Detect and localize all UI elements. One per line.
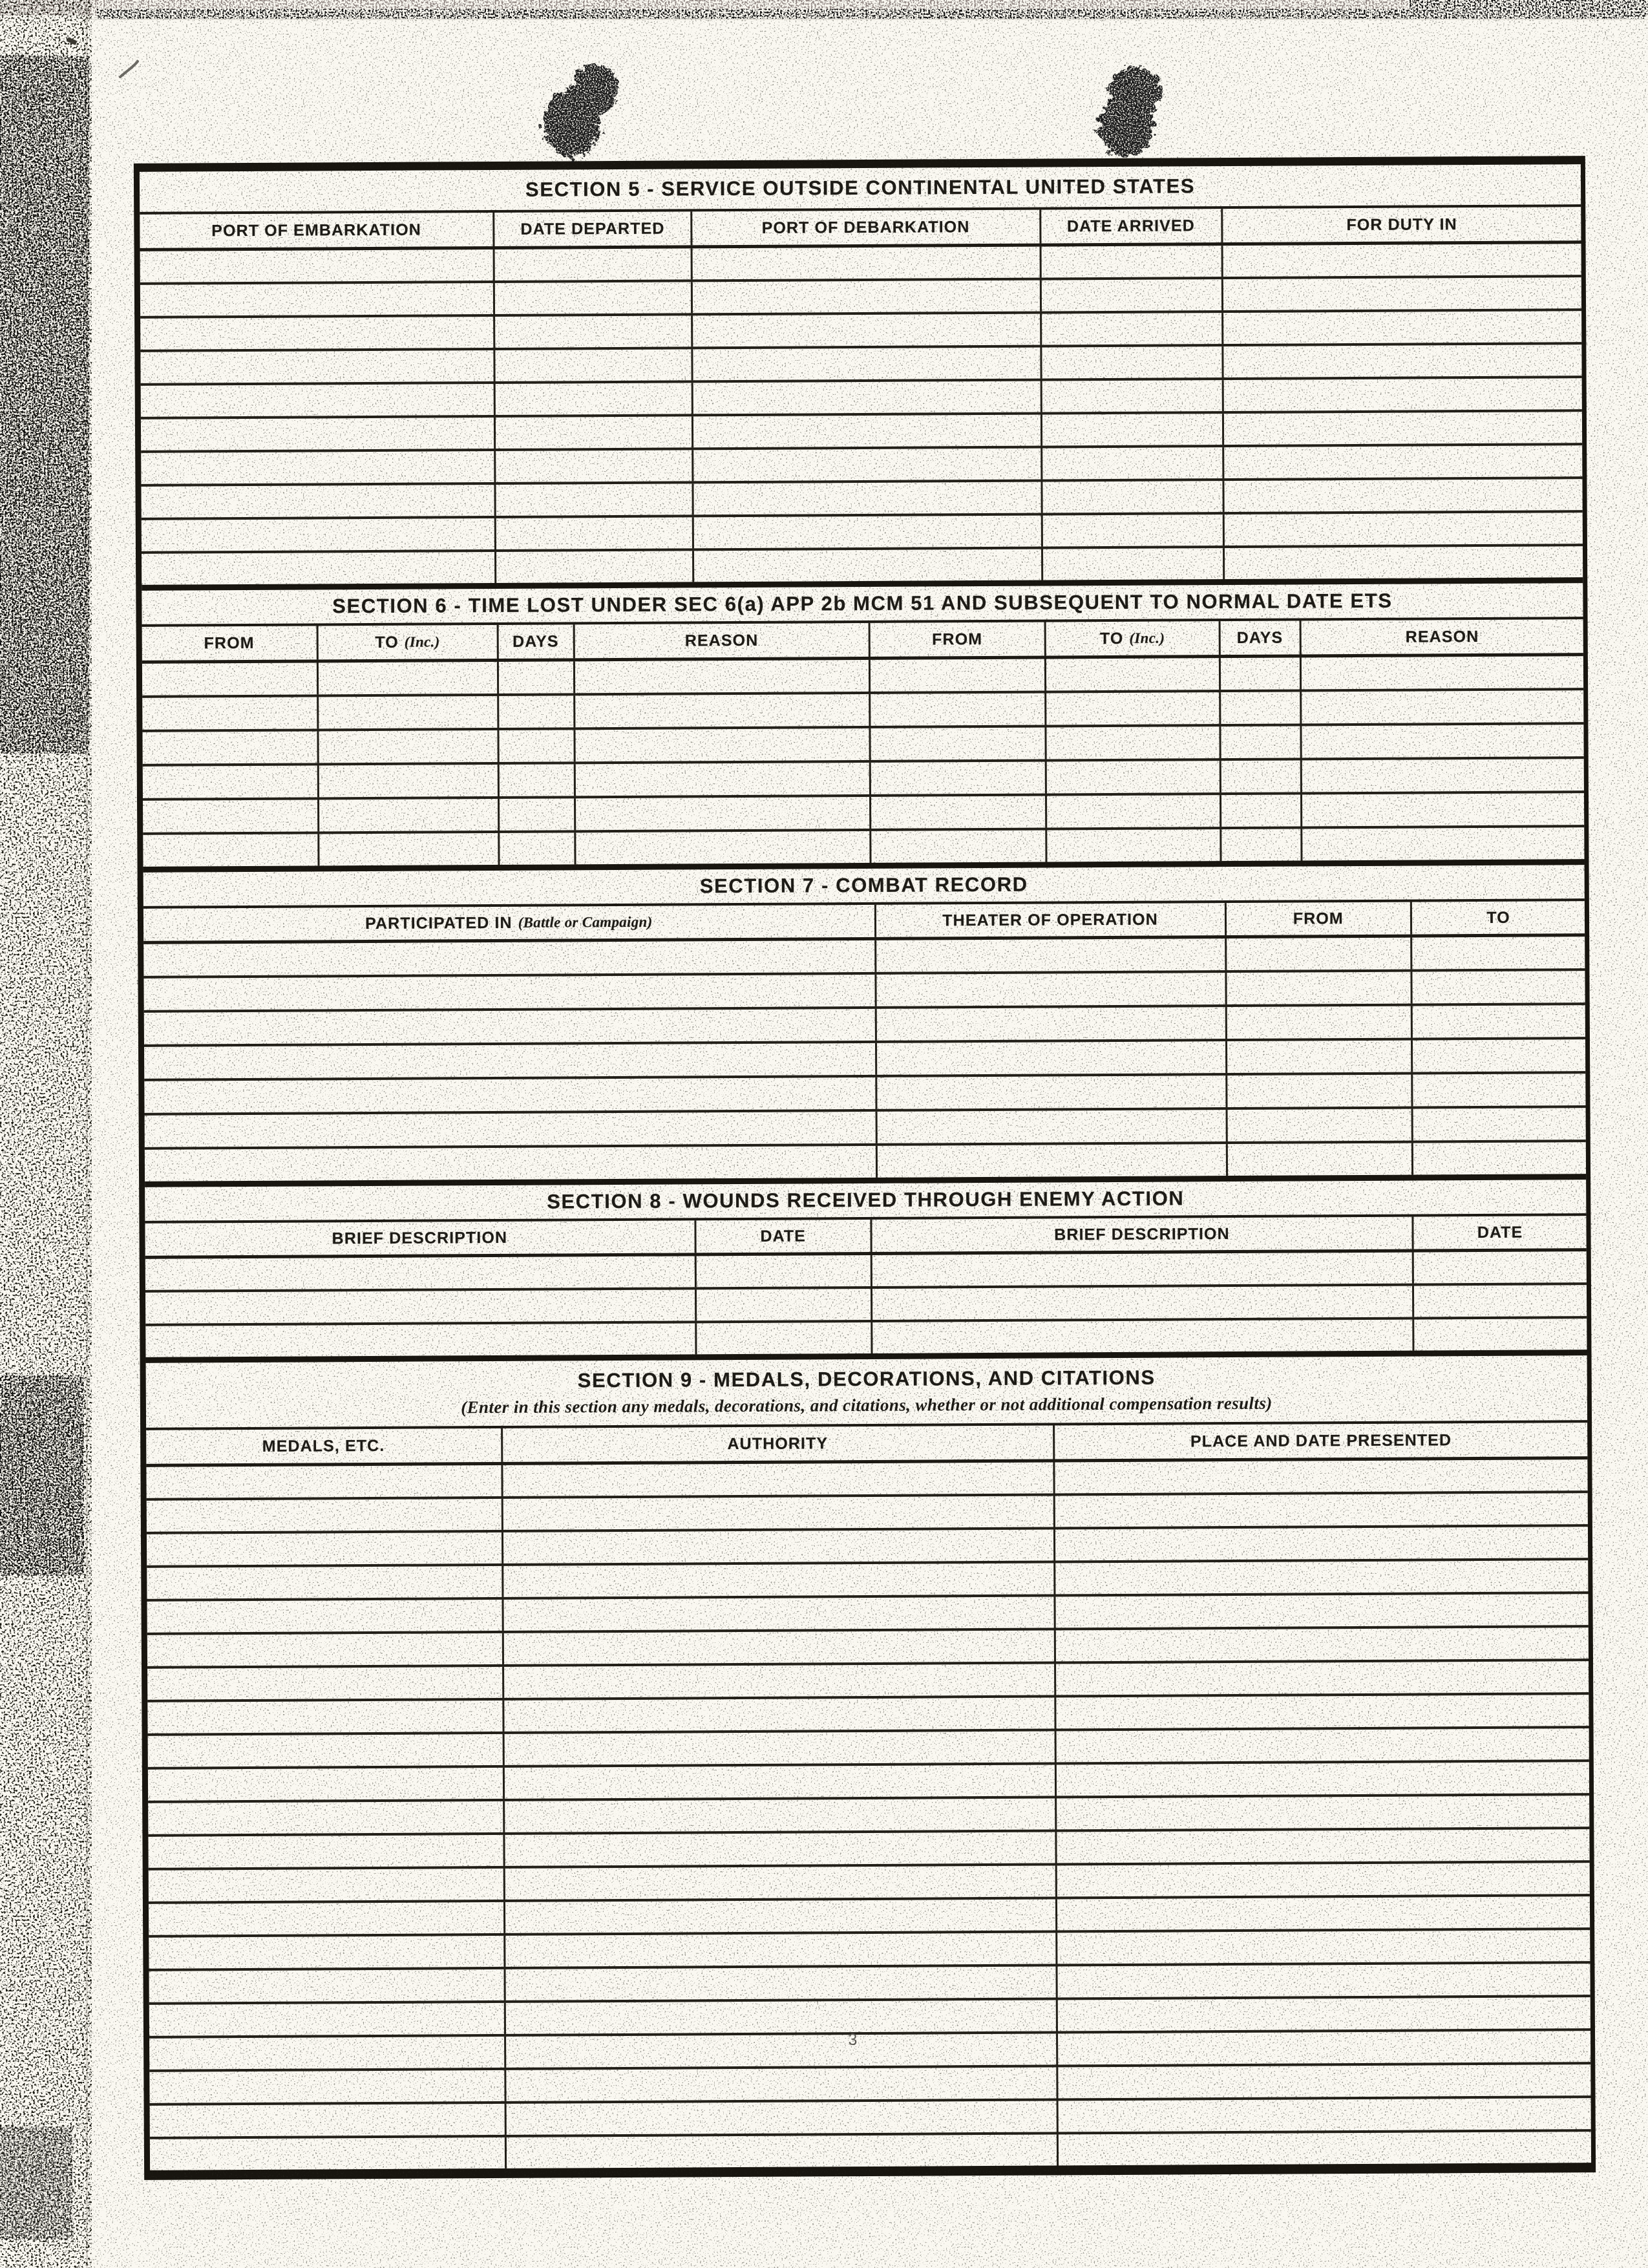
column-header-label: TO — [375, 633, 399, 652]
empty-form-cell — [574, 797, 869, 830]
empty-form-cell — [1041, 514, 1222, 546]
section-8-title-text: SECTION 8 - WOUNDS RECEIVED THROUGH ENEMY ACTION — [547, 1187, 1185, 1213]
column-header-label: DATE DEPARTED — [520, 219, 665, 238]
empty-form-cell — [1053, 1459, 1588, 1493]
punch-hole-stain-left — [536, 63, 619, 163]
column-header-label: FROM — [932, 630, 983, 648]
column-header-label-italic: (Battle or Campaign) — [518, 913, 653, 931]
empty-form-cell — [142, 518, 495, 551]
empty-form-cell — [149, 1936, 503, 1969]
empty-form-cell — [869, 728, 1044, 760]
empty-form-cell — [1054, 1661, 1589, 1695]
empty-form-cell — [145, 1146, 876, 1182]
empty-form-cell — [503, 1966, 1055, 2000]
empty-form-cell — [1411, 1039, 1585, 1072]
column-header — [142, 626, 317, 660]
column-header — [140, 213, 493, 248]
empty-form-cell — [1300, 793, 1585, 826]
empty-form-cell — [143, 940, 874, 976]
empty-form-cell — [145, 1256, 695, 1289]
section-9-rows — [146, 1459, 1591, 2170]
empty-form-cell — [149, 1869, 503, 1902]
empty-form-cell — [142, 552, 495, 585]
empty-form-cell — [144, 1077, 875, 1113]
empty-form-cell — [869, 796, 1045, 829]
empty-form-cell — [1412, 1319, 1587, 1350]
column-header — [1039, 209, 1221, 243]
column-header — [143, 905, 874, 941]
empty-form-cell — [502, 1630, 1053, 1664]
empty-form-cell — [317, 833, 498, 865]
empty-form-cell — [1053, 1594, 1589, 1627]
column-header-label: PORT OF DEBARKATION — [761, 217, 970, 237]
empty-form-cell — [1054, 1762, 1589, 1796]
empty-form-cell — [149, 1969, 503, 2002]
empty-form-cell — [493, 248, 691, 281]
empty-form-cell — [1225, 1006, 1411, 1039]
empty-form-cell — [143, 800, 317, 832]
page-number: 3 — [848, 2031, 858, 2049]
empty-form-cell — [503, 1798, 1055, 1832]
empty-form-cell — [143, 765, 317, 798]
section-7 — [143, 859, 1587, 1182]
empty-form-cell — [1055, 1930, 1590, 1964]
empty-form-cell — [1041, 548, 1223, 580]
column-header — [870, 1217, 1412, 1252]
empty-form-cell — [1056, 2064, 1591, 2098]
empty-form-cell — [1300, 725, 1584, 758]
empty-form-cell — [1225, 1041, 1411, 1074]
empty-form-cell — [1220, 829, 1300, 861]
empty-form-cell — [1221, 412, 1582, 445]
empty-form-cell — [494, 349, 692, 381]
empty-form-cell — [875, 1076, 1225, 1109]
section-7-title-text: SECTION 7 - COMBAT RECORD — [699, 873, 1028, 898]
empty-form-cell — [1411, 1108, 1586, 1140]
empty-form-cell — [502, 1697, 1054, 1731]
empty-form-cell — [148, 1768, 503, 1801]
empty-form-cell — [1412, 1285, 1587, 1317]
empty-form-cell — [692, 549, 1041, 582]
column-header-label: REASON — [684, 631, 759, 650]
column-header-label: REASON — [1405, 627, 1479, 646]
empty-form-cell — [1056, 2098, 1591, 2132]
empty-form-cell — [1412, 1251, 1587, 1283]
empty-form-cell — [502, 1731, 1054, 1765]
empty-form-cell — [150, 2137, 505, 2170]
empty-form-cell — [148, 1801, 503, 1834]
empty-form-cell — [1053, 1627, 1589, 1661]
empty-form-cell — [1040, 380, 1221, 412]
section-6-rows — [142, 656, 1585, 867]
column-header-label: BRIEF DESCRIPTION — [332, 1228, 508, 1247]
empty-form-cell — [573, 763, 869, 796]
section-8-rows — [145, 1251, 1587, 1357]
empty-form-cell — [503, 1899, 1055, 1933]
empty-form-cell — [1044, 692, 1219, 725]
empty-form-cell — [150, 2104, 505, 2137]
empty-form-cell — [875, 1041, 1225, 1075]
column-header-label-italic: (Inc.) — [1129, 630, 1165, 646]
empty-form-cell — [317, 730, 497, 763]
empty-form-cell — [869, 762, 1045, 794]
column-header — [145, 1220, 694, 1255]
column-header — [1412, 1216, 1587, 1249]
column-header — [1218, 620, 1299, 655]
empty-form-cell — [143, 834, 317, 866]
empty-form-cell — [498, 798, 574, 831]
empty-form-cell — [1221, 378, 1582, 411]
column-header-label: FROM — [1293, 909, 1344, 928]
empty-form-cell — [1219, 692, 1300, 724]
empty-form-cell — [502, 1596, 1053, 1630]
section-9-title-text: SECTION 9 - MEDALS, DECORATIONS, AND CITATIONS — [577, 1366, 1156, 1392]
empty-form-cell — [871, 1286, 1413, 1320]
empty-form-cell — [504, 2101, 1056, 2134]
column-header — [690, 210, 1039, 246]
column-header — [316, 625, 496, 659]
empty-form-cell — [1054, 1695, 1589, 1728]
empty-form-cell — [317, 765, 498, 797]
column-header-label-italic: (Inc.) — [404, 633, 440, 650]
empty-form-cell — [504, 2134, 1056, 2168]
empty-form-cell — [1040, 346, 1221, 378]
paper-left-edge — [86, 0, 88, 2268]
section-7-rows — [143, 937, 1586, 1182]
column-header-label: FOR DUTY IN — [1346, 215, 1457, 234]
empty-form-cell — [503, 2000, 1055, 2033]
empty-form-cell — [1039, 279, 1221, 311]
section-5-title — [140, 164, 1581, 215]
empty-form-cell — [1411, 1074, 1585, 1106]
empty-form-cell — [504, 2067, 1056, 2101]
empty-form-cell — [1040, 313, 1221, 344]
empty-form-cell — [874, 1007, 1225, 1041]
empty-form-cell — [1044, 658, 1219, 690]
empty-form-cell — [573, 660, 869, 693]
section-9-title — [146, 1355, 1588, 1430]
column-header — [1299, 619, 1583, 654]
empty-form-cell — [494, 383, 692, 415]
empty-form-cell — [148, 1734, 503, 1767]
empty-form-cell — [692, 449, 1041, 482]
empty-form-cell — [1055, 1863, 1590, 1896]
column-header — [874, 903, 1224, 937]
empty-form-cell — [142, 697, 317, 729]
empty-form-cell — [493, 315, 691, 348]
empty-form-cell — [149, 1902, 503, 1935]
empty-form-cell — [149, 2070, 504, 2103]
section-9-subtitle-text: (Enter in this section any medals, decorations, and citations, whether or not additional compensation results) — [461, 1393, 1273, 1417]
empty-form-cell — [503, 1933, 1055, 1966]
column-header — [146, 1428, 501, 1464]
empty-form-cell — [875, 1144, 1225, 1178]
empty-form-cell — [140, 249, 494, 282]
empty-form-cell — [1222, 479, 1583, 512]
empty-form-cell — [1225, 972, 1411, 1005]
empty-form-cell — [573, 728, 869, 761]
column-header-label: DATE — [1477, 1223, 1523, 1242]
empty-form-cell — [1053, 1560, 1589, 1594]
section-6-title-text: SECTION 6 - TIME LOST UNDER SEC 6(a) APP 2b MCM 51 AND SUBSEQUENT TO NORMAL DATE ETS — [332, 589, 1393, 618]
empty-form-cell — [1221, 344, 1582, 377]
corner-smudge — [67, 37, 78, 45]
column-header-label: TO — [1486, 908, 1510, 927]
empty-form-cell — [695, 1322, 871, 1354]
empty-form-cell — [1221, 277, 1581, 310]
column-header-label: DATE — [760, 1226, 807, 1245]
empty-form-cell — [497, 730, 573, 762]
empty-form-cell — [695, 1289, 871, 1320]
empty-form-cell — [141, 451, 494, 484]
column-header-label: THEATER OF OPERATION — [942, 910, 1158, 929]
empty-form-cell — [140, 283, 494, 316]
empty-form-cell — [1220, 760, 1300, 792]
empty-form-cell — [145, 1289, 695, 1323]
empty-form-cell — [1055, 1829, 1590, 1863]
empty-form-cell — [147, 1499, 502, 1532]
pen-mark — [120, 61, 138, 77]
empty-form-cell — [142, 662, 317, 695]
empty-form-cell — [1225, 1143, 1411, 1176]
empty-form-cell — [149, 2037, 504, 2070]
empty-form-cell — [875, 1110, 1225, 1143]
empty-form-cell — [573, 694, 869, 727]
empty-form-cell — [1053, 1493, 1588, 1527]
empty-form-cell — [494, 551, 692, 583]
column-header-label: PORT OF EMBARKATION — [211, 220, 421, 240]
empty-form-cell — [691, 314, 1040, 347]
empty-form-cell — [1053, 1527, 1589, 1560]
empty-form-cell — [503, 1865, 1055, 1899]
empty-form-cell — [496, 661, 573, 694]
empty-form-cell — [691, 381, 1040, 414]
empty-form-cell — [694, 1255, 870, 1287]
empty-form-cell — [501, 1462, 1053, 1496]
empty-form-cell — [1225, 1109, 1411, 1142]
empty-form-cell — [691, 281, 1040, 313]
empty-form-cell — [692, 482, 1041, 515]
column-header — [501, 1425, 1053, 1461]
empty-form-cell — [148, 1835, 503, 1868]
empty-form-cell — [501, 1496, 1053, 1529]
column-header — [868, 622, 1044, 657]
section-5 — [140, 164, 1583, 585]
empty-form-cell — [503, 1832, 1055, 1865]
column-header-label: BRIEF DESCRIPTION — [1054, 1224, 1230, 1244]
empty-form-cell — [1411, 1142, 1586, 1174]
empty-form-cell — [692, 415, 1041, 448]
empty-form-cell — [1041, 481, 1222, 513]
empty-form-cell — [502, 1529, 1053, 1563]
empty-form-cell — [869, 831, 1045, 863]
empty-form-cell — [140, 317, 494, 350]
empty-form-cell — [497, 764, 573, 796]
paper-top-edge — [84, 19, 1648, 20]
empty-form-cell — [147, 1701, 502, 1733]
empty-form-cell — [1055, 1896, 1590, 1930]
empty-form-cell — [497, 695, 573, 728]
empty-form-cell — [870, 1253, 1412, 1286]
empty-form-cell — [1045, 761, 1220, 793]
empty-form-cell — [1056, 2132, 1591, 2165]
empty-form-cell — [145, 1112, 876, 1147]
column-header — [1224, 902, 1410, 936]
empty-form-cell — [1040, 414, 1221, 445]
empty-form-cell — [1045, 829, 1220, 862]
empty-form-cell — [1056, 2031, 1591, 2064]
column-header-label: PLACE AND DATE PRESENTED — [1190, 1430, 1452, 1450]
empty-form-cell — [147, 1633, 502, 1666]
column-header-label: PARTICIPATED IN — [364, 913, 512, 933]
empty-form-cell — [140, 350, 494, 383]
empty-form-cell — [1222, 445, 1583, 478]
empty-form-cell — [494, 517, 692, 549]
empty-form-cell — [494, 450, 692, 482]
empty-form-row — [150, 2132, 1591, 2170]
empty-form-cell — [1219, 726, 1300, 758]
empty-form-cell — [142, 731, 317, 763]
empty-form-cell — [1300, 759, 1584, 792]
empty-form-cell — [317, 696, 497, 728]
column-header — [496, 624, 573, 659]
column-header-label: DAYS — [1236, 628, 1284, 647]
section-6 — [142, 577, 1584, 867]
empty-form-cell — [1225, 938, 1411, 971]
empty-form-cell — [869, 694, 1044, 726]
empty-form-cell — [1222, 546, 1583, 579]
column-header-label: FROM — [204, 633, 255, 652]
empty-form-cell — [149, 2003, 504, 2036]
empty-form-cell — [147, 1667, 502, 1700]
empty-form-cell — [141, 418, 494, 450]
empty-form-cell — [690, 247, 1039, 280]
empty-form-cell — [1039, 246, 1221, 277]
empty-form-cell — [146, 1465, 501, 1498]
empty-form-cell — [1411, 1005, 1585, 1037]
empty-form-cell — [874, 938, 1225, 972]
empty-form-cell — [1225, 1075, 1411, 1108]
form-table — [134, 156, 1596, 2180]
empty-form-cell — [1044, 726, 1219, 759]
empty-form-cell — [1300, 827, 1585, 860]
column-header — [1044, 621, 1219, 655]
empty-form-cell — [317, 662, 497, 694]
column-header-label: DAYS — [512, 631, 559, 651]
empty-form-cell — [494, 483, 692, 516]
empty-form-cell — [1041, 447, 1222, 479]
empty-form-cell — [1221, 244, 1581, 277]
empty-form-cell — [1300, 656, 1584, 689]
empty-form-cell — [504, 2033, 1056, 2067]
column-header-label: TO — [1099, 629, 1124, 648]
empty-form-cell — [147, 1600, 502, 1633]
empty-form-cell — [691, 348, 1040, 381]
column-header — [573, 623, 868, 658]
empty-form-cell — [574, 831, 869, 864]
empty-form-cell — [144, 1043, 875, 1079]
empty-form-cell — [317, 799, 498, 831]
column-header — [493, 211, 691, 246]
empty-form-cell — [1055, 1997, 1590, 2031]
empty-form-cell — [1411, 971, 1585, 1003]
empty-form-cell — [141, 384, 494, 417]
column-header-label: DATE ARRIVED — [1066, 216, 1195, 235]
empty-form-cell — [498, 832, 574, 865]
column-header — [1221, 207, 1581, 242]
empty-form-cell — [692, 516, 1041, 549]
empty-form-cell — [1055, 1964, 1590, 1997]
section-5-title-text: SECTION 5 - SERVICE OUTSIDE CONTINENTAL UNITED STATES — [525, 175, 1196, 201]
empty-form-cell — [1300, 690, 1584, 723]
empty-form-cell — [1220, 794, 1300, 827]
empty-form-cell — [147, 1566, 502, 1599]
column-header — [694, 1220, 870, 1253]
left-edge-noise-band — [0, 0, 92, 2268]
empty-form-cell — [502, 1664, 1054, 1697]
column-header — [1053, 1423, 1588, 1459]
empty-form-cell — [144, 1009, 875, 1044]
empty-form-cell — [141, 485, 494, 518]
empty-form-cell — [147, 1532, 502, 1565]
column-header-label: MEDALS, ETC. — [262, 1436, 385, 1456]
empty-form-cell — [869, 659, 1044, 692]
empty-form-cell — [502, 1563, 1053, 1596]
empty-form-cell — [1410, 937, 1585, 969]
empty-form-cell — [1055, 1796, 1590, 1829]
empty-form-cell — [494, 416, 692, 449]
empty-form-cell — [1222, 513, 1583, 546]
empty-form-cell — [145, 1323, 695, 1357]
empty-form-cell — [871, 1320, 1413, 1353]
column-header — [1410, 901, 1585, 934]
empty-form-cell — [1045, 795, 1220, 827]
column-header-label: AUTHORITY — [727, 1434, 829, 1453]
empty-form-cell — [1219, 657, 1300, 690]
empty-form-cell — [1221, 311, 1582, 344]
empty-form-cell — [493, 282, 691, 314]
section-8 — [145, 1174, 1587, 1357]
punch-hole-stain-right — [1093, 67, 1161, 161]
empty-form-cell — [1054, 1728, 1589, 1762]
section-5-rows — [140, 244, 1583, 585]
empty-form-cell — [874, 973, 1225, 1006]
empty-form-cell — [143, 975, 874, 1010]
empty-form-cell — [502, 1765, 1054, 1798]
